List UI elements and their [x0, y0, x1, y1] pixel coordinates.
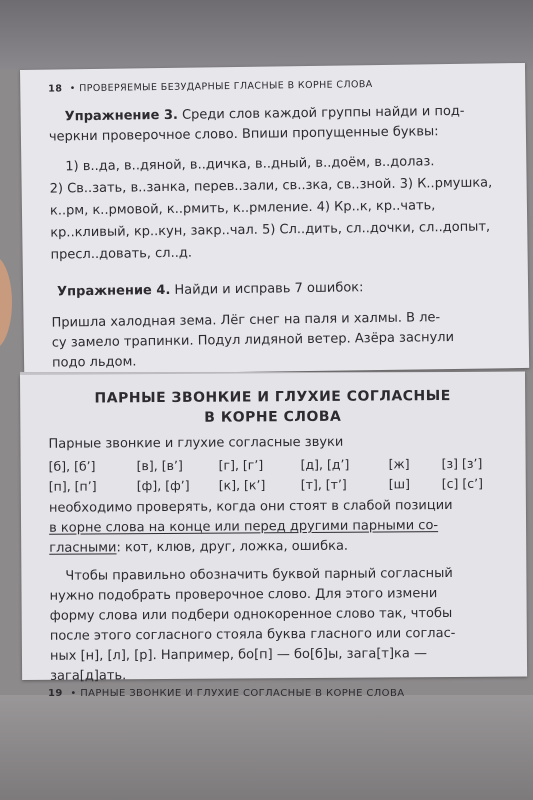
- exercise-4-line: Пришла халодная зема. Лёг снег на паля и халмы. В ле-: [51, 310, 441, 331]
- sound-pair: [г], [г’]: [218, 457, 264, 473]
- bullet: •: [69, 83, 76, 95]
- sound-pair: [п], [п’]: [48, 478, 97, 494]
- page-number: 18: [48, 83, 63, 95]
- rule-line: зага[д]ать.: [50, 668, 127, 684]
- page-number: 19: [48, 688, 63, 699]
- exercise-3-line: кр..кливый, кр..кун, закр..чал. 5) Сл..дить, сл..дочки, сл..допыт,: [50, 219, 491, 241]
- exercise-4-label: Упражнение 4.: [56, 282, 171, 300]
- exercise-3-line: 1) в..да, в..дяной, в..дичка, в..дный, в..доём, в..долаз.: [65, 154, 435, 175]
- bullet: •: [70, 688, 77, 699]
- running-head-title: ПАРНЫЕ ЗВОНКИЕ И ГЛУХИЕ СОГЛАСНЫЕ В КОРНЕ СЛОВА: [80, 688, 405, 699]
- sound-pair: [ш]: [388, 476, 411, 492]
- sound-pair: [в], [в’]: [136, 457, 183, 474]
- page-18: [20, 63, 529, 375]
- exercise-4-line: су замело трапинки. Подул лидяной ветер. Азёра заснули: [51, 329, 455, 351]
- section-title: В КОРНЕ СЛОВА: [204, 408, 342, 426]
- section-title: ПАРНЫЕ ЗВОНКИЕ И ГЛУХИЕ СОГЛАСНЫЕ: [94, 387, 451, 407]
- rule-line: после этого согласного стояла буква гласного или соглас-: [49, 625, 456, 644]
- rule-line: форму слова или подбери однокоренное слово так, чтобы: [49, 605, 453, 624]
- exercise-4-task: Найди и исправь 7 ошибок:: [174, 280, 364, 298]
- page-19: [20, 371, 527, 684]
- rule-line: [49, 539, 348, 556]
- running-head-title: ПРОВЕРЯЕМЫЕ БЕЗУДАРНЫЕ ГЛАСНЫЕ В КОРНЕ СЛОВА: [79, 79, 373, 95]
- exercise-3-text: Среди слов каждой группы найди и под-: [181, 103, 465, 123]
- rule-line: Чтобы правильно обозначить буквой парный согласный: [65, 565, 453, 584]
- sound-pair: [с] [с’]: [441, 475, 484, 492]
- rule-line-underlined: в корне слова на конце или перед другими парными со-: [49, 518, 439, 536]
- rule-examples: : кот, клюв, друг, ложка, ошибка.: [116, 538, 349, 556]
- running-head-page-19: [48, 688, 404, 699]
- sound-pair: [ф], [ф’]: [136, 477, 190, 494]
- sound-pair: [т], [т’]: [300, 476, 347, 493]
- background-top: [0, 0, 533, 70]
- rule-line: нужно подобрать проверочное слово. Для этого измени: [49, 586, 438, 604]
- exercise-4-heading: [57, 280, 364, 299]
- rule-line: ных [н], [л], [р]. Например, бо[п] — бо[б]ы, зага[т]ка —: [49, 646, 428, 664]
- finger: [0, 255, 12, 350]
- sound-pair: [з] [з’]: [441, 455, 483, 472]
- exercise-3-line: черкни проверочное слово. Впиши пропущенные буквы:: [48, 124, 439, 145]
- sounds-caption: Парные звонкие и глухие согласные звуки: [48, 434, 344, 452]
- sound-pair: [д], [д’]: [300, 456, 350, 473]
- sound-pair: [к], [к’]: [218, 477, 266, 493]
- rule-line: необходимо проверять, когда они стоят в слабой позиции: [48, 497, 453, 516]
- exercise-4-line: подо льдом.: [51, 354, 137, 371]
- sound-pair: [ж]: [388, 456, 410, 472]
- rule-underlined-word: гласными: [49, 540, 117, 556]
- exercise-3-first-line: [65, 104, 465, 125]
- exercise-3-line: пресл..довать, сл..д.: [50, 245, 193, 263]
- exercise-3-line: к..рм, к..рмовой, к..рмить, к..рмление. 4) Кр..к, кр..чать,: [49, 198, 436, 219]
- running-head: [48, 79, 373, 95]
- exercise-3-line: 2) Св..зать, в..занка, перев..зали, св..зка, св..зной. 3) К..рмушка,: [49, 175, 493, 197]
- sound-pair: [б], [б’]: [48, 458, 96, 474]
- background-table: [0, 695, 533, 800]
- exercise-3-label: Упражнение 3.: [64, 107, 179, 125]
